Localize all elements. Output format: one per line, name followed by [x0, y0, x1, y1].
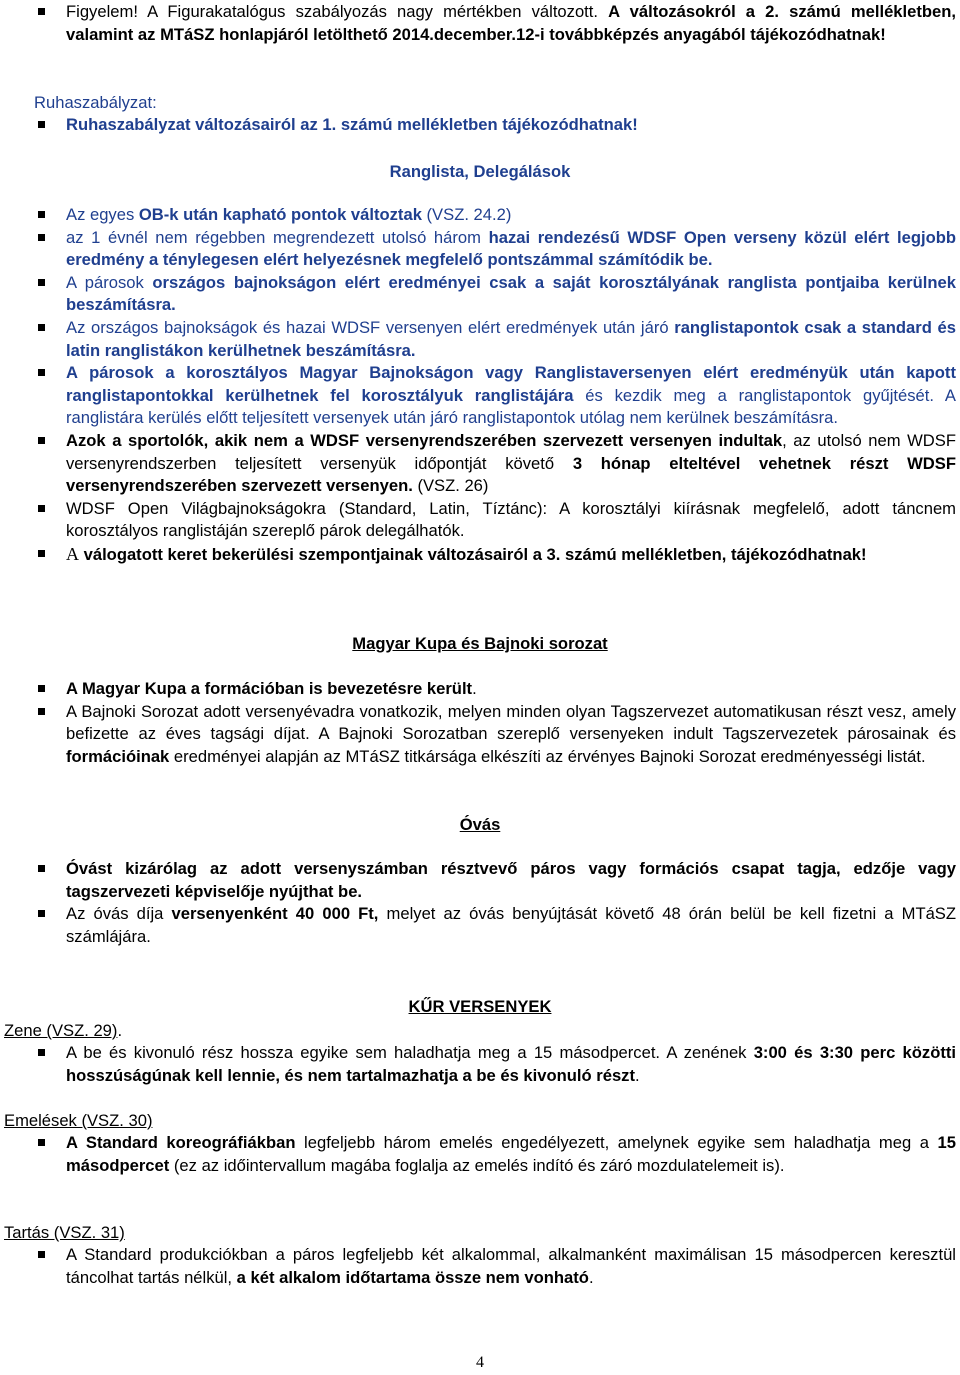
intro-text: Figyelem! A Figurakatalógus szabályozás nagy mértékben változott.: [66, 2, 599, 21]
rang-item: Azok a sportolók, akik nem a WDSF versenyrendszerében szervezett versenyen indultak, az utolsó nem WDSF versenyrendszerben teljesített versenyük időpontját követő 3 hónap elteltével vehetnek részt WDSF versenyrendszerében szervezett versenyen. (VSZ. 26): [0, 430, 960, 498]
rang-list: [0, 204, 960, 567]
emel-label: Emelések (VSZ. 30): [4, 1111, 153, 1130]
intro-item: [0, 1, 960, 46]
ovas-item: Óvást kizárólag az adott versenyszámban résztvevő páros vagy formációs csapat tagja, edzője vagy tagszervezeti képviselője nyújthat be.: [0, 858, 960, 903]
rang-item: az 1 évnél nem régebben megrendezett utolsó három hazai rendezésű WDSF Open verseny közül elért legjobb eredmény a ténylegesen elért helyezésnek megfelelő pontszámmal számítódik be.: [0, 227, 960, 272]
zene-label-line: Zene (VSZ. 29).: [4, 1021, 123, 1040]
kupa-list: [0, 678, 960, 768]
ruha-list: [0, 114, 960, 137]
zene-item: A be és kivonuló rész hossza egyike sem haladhatja meg a 15 másodpercet. A zenének 3:00 és 3:30 perc közötti hosszúságúnak kell lennie, és nem tartalmazhatja a be és kivonuló részt.: [0, 1042, 960, 1087]
intro-list: [0, 1, 960, 46]
rang-item: A párosok a korosztályos Magyar Bajnokságon vagy Ranglistaversenyen elért eredményük után kapott ranglistapontokkal kerülhetnek fel korosztályuk ranglistájára és kezdik meg a ranglistapontok gyűjtését. A ranglistára kerülés előtt teljesített versenyek után járó ranglistapontok utólag nem kerülnek beszámításra.: [0, 362, 960, 430]
ovas-list: [0, 858, 960, 948]
rang-item: Az országos bajnokságok és hazai WDSF versenyen elért eredmények után járó ranglistapontok csak a standard és latin ranglistákon kerülhetnek beszámításra.: [0, 317, 960, 362]
kur-heading: KŰR VERSENYEK: [408, 997, 552, 1016]
intro-bold-text: A változásokról a 2. számú mellékletben, valamint az MTáSZ honlapjáról letölthető 2014.december.12-i továbbképzés anyagából tájékozódhatnak!: [66, 2, 956, 44]
kupa-item: A Bajnoki Sorozat adott versenyévadra vonatkozik, melyen minden olyan Tagszervezet automatikusan részt vesz, amely befizette az éves tagsági díjat. A Bajnoki Sorozatban szereplő versenyeken indult Tagszervezetek párosainak és formációinak eredményei alapján az MTáSZ titkársága elkészíti az érvényes Bajnoki Sorozat eredményességi listát.: [0, 701, 960, 769]
rang-item: A párosok országos bajnokságon elért eredményei csak a saját korosztályának ranglista pontjaiba kerülnek beszámításra.: [0, 272, 960, 317]
ovas-item: Az óvás díja versenyenként 40 000 Ft, melyet az óvás benyújtását követő 48 órán belül be kell fizetni a MTáSZ számlájára.: [0, 903, 960, 948]
rang-item: WDSF Open Világbajnokságokra (Standard, Latin, Tíztánc): A korosztályi kiírásnak megfelelő, adott táncnem korosztályos ranglistáján szereplő párok delegálhatók.: [0, 498, 960, 543]
emel-item: A Standard koreográfiákban legfeljebb három emelés engedélyezett, amelynek egyike sem haladhatja meg a 15 másodpercet (ez az időintervallum magába foglalja az emelés indító és záró mozdulatelemeit is).: [0, 1132, 960, 1177]
emel-list: [0, 1132, 960, 1177]
tart-list: [0, 1244, 960, 1289]
ovas-heading: Óvás: [459, 815, 501, 834]
rang-item: Az egyes OB-k után kapható pontok változtak (VSZ. 24.2): [0, 204, 960, 227]
rang-item: A válogatott keret bekerülési szempontjainak változásairól a 3. számú mellékletben, tájékozódhatnak!: [0, 543, 960, 567]
kupa-item: A Magyar Kupa a formációban is bevezetésre került.: [0, 678, 960, 701]
ruha-heading: Ruhaszabályzat:: [34, 93, 157, 112]
tart-item: A Standard produkciókban a páros legfeljebb két alkalommal, alkalmanként maximálisan 15 másodpercen keresztül táncolhat tartás nélkül, a két alkalom időtartama össze nem vonható.: [0, 1244, 960, 1289]
ruha-item: Ruhaszabályzat változásairól az 1. számú mellékletben tájékozódhatnak!: [0, 114, 960, 137]
rang-heading: Ranglista, Delegálások: [389, 162, 571, 181]
zene-list: [0, 1042, 960, 1087]
tart-label: Tartás (VSZ. 31): [4, 1223, 125, 1242]
page-number: 4: [476, 1354, 484, 1371]
kupa-heading: Magyar Kupa és Bajnoki sorozat: [352, 634, 608, 653]
